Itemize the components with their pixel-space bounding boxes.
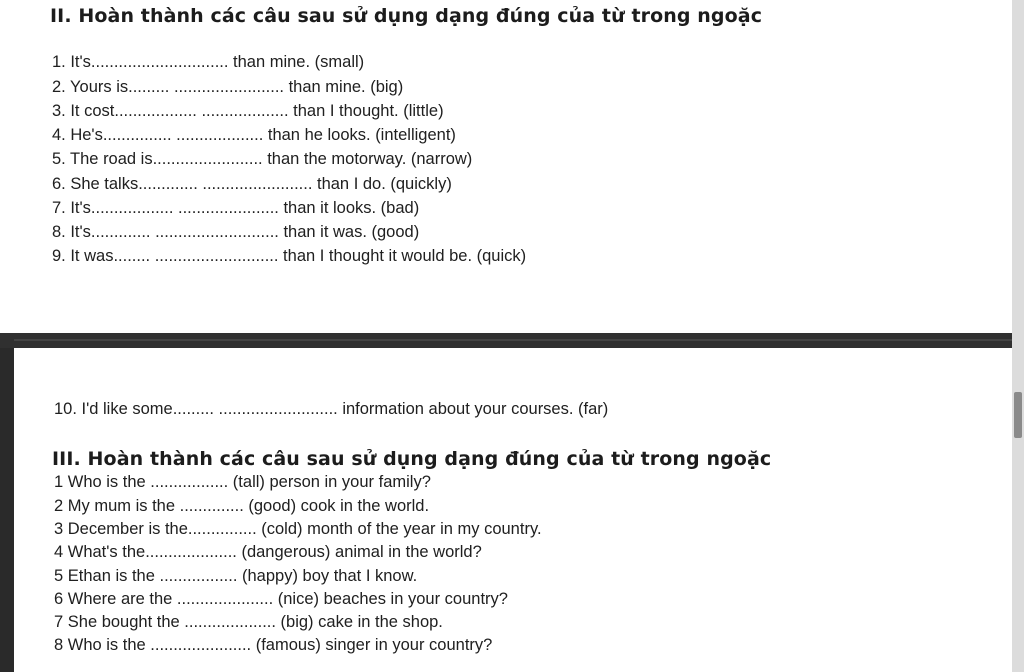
exercise-item: 3 December is the............... (cold) month of the year in my country. <box>54 520 542 538</box>
exercise-item: 8 Who is the ...................... (famous) singer in your country? <box>54 636 493 654</box>
exercise-item: 7 She bought the .................... (big) cake in the shop. <box>54 613 443 631</box>
exercise-item: 6. She talks............. ........................ than I do. (quickly) <box>52 175 452 193</box>
exercise-item: 10. I'd like some......... .......................... information about your courses. (far) <box>54 400 609 418</box>
exercise-item: 2 My mum is the .............. (good) cook in the world. <box>54 497 430 515</box>
section-2-heading: II. Hoàn thành các câu sau sử dụng dạng đúng của từ trong ngoặc <box>50 5 763 27</box>
exercise-item: 3. It cost.................. ................... than I thought. (little) <box>52 102 444 120</box>
exercise-item: 8. It's............. ........................... than it was. (good) <box>52 223 420 241</box>
scrollbar-thumb[interactable] <box>1014 392 1022 438</box>
exercise-item: 1. It's.............................. than mine. (small) <box>52 53 365 71</box>
worksheet-page-1 <box>0 0 1013 333</box>
worksheet-page-2 <box>14 348 1012 672</box>
section-3-heading: III. Hoàn thành các câu sau sử dụng dạng đúng của từ trong ngoặc <box>52 448 772 470</box>
exercise-item: 1 Who is the ................. (tall) person in your family? <box>54 473 431 491</box>
exercise-item: 9. It was........ ........................... than I thought it would be. (quick) <box>52 247 527 265</box>
exercise-item: 4. He's............... ................... than he looks. (intelligent) <box>52 126 456 144</box>
exercise-item: 7. It's.................. ...................... than it looks. (bad) <box>52 199 420 217</box>
page-divider <box>0 333 1012 348</box>
exercise-item: 2. Yours is......... ........................ than mine. (big) <box>52 78 404 96</box>
exercise-item: 4 What's the.................... (dangerous) animal in the world? <box>54 543 482 561</box>
exercise-item: 5. The road is........................ than the motorway. (narrow) <box>52 150 473 168</box>
scrollbar[interactable] <box>1012 0 1024 672</box>
exercise-item: 5 Ethan is the ................. (happy) boy that I know. <box>54 567 418 585</box>
exercise-item: 6 Where are the ..................... (nice) beaches in your country? <box>54 590 508 608</box>
